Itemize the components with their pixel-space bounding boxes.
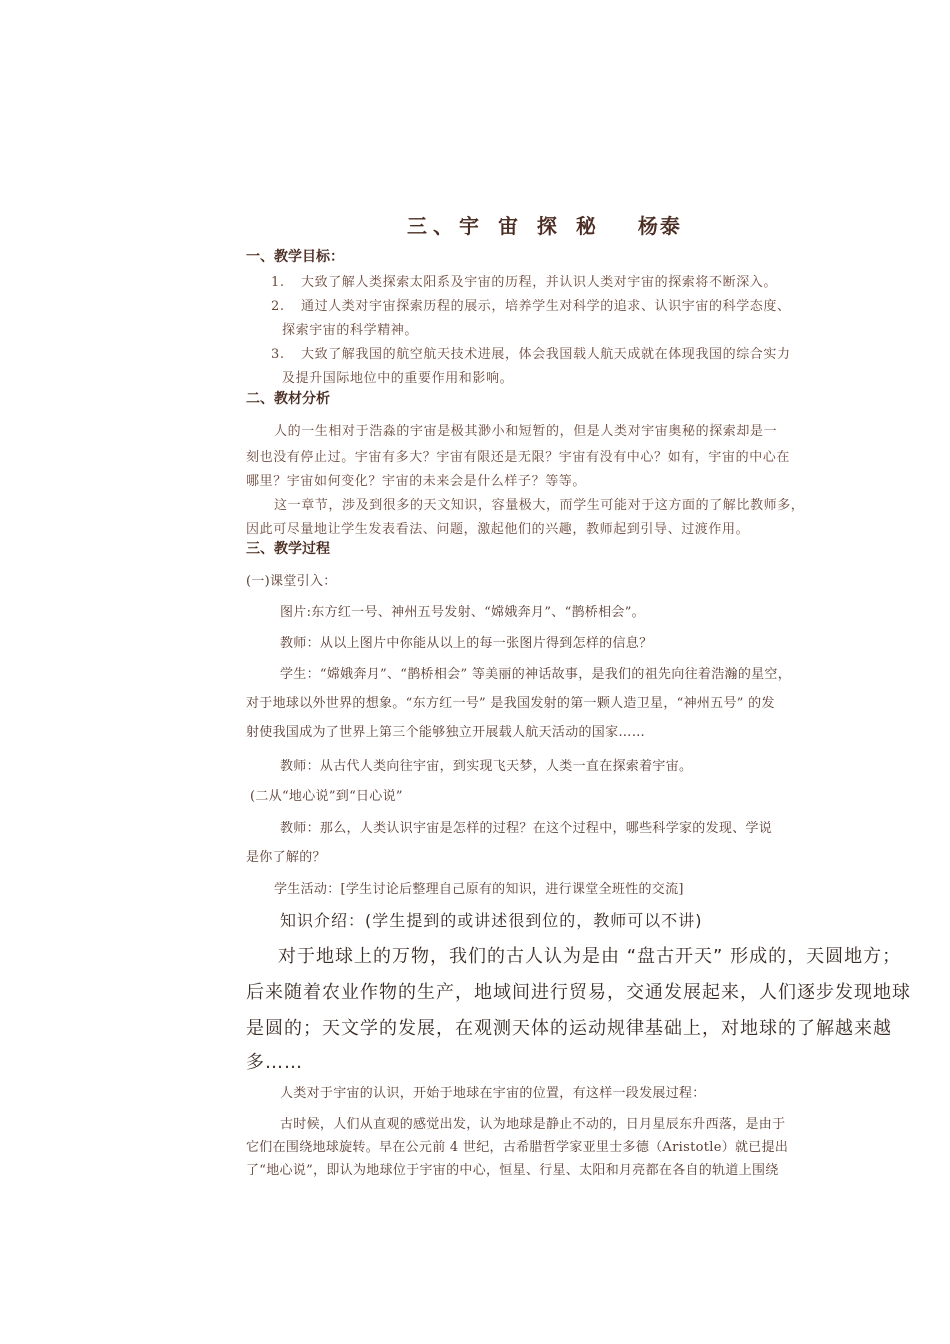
title-text: 三、宇 宙 探 秘: [407, 214, 602, 238]
knowledge-intro: 知识介绍：(学生提到的或讲述很到位的，教师可以不讲): [280, 911, 703, 930]
analysis-line: 因此可尽量地让学生发表看法、问题，激起他们的兴趣，教师起到引导、过渡作用。: [246, 522, 750, 537]
analysis-line: 这一章节，涉及到很多的天文知识，容量极大，而学生可能对于这方面的了解比教师多，: [274, 498, 805, 513]
student-activity: 学生活动：[学生讨论后整理自己原有的知识，进行课堂全班性的交流]: [274, 882, 684, 897]
teacher-question-2-cont: 是你了解的？: [246, 850, 326, 865]
item-text: 大致了解人类探索太阳系及宇宙的历程，并认识人类对宇宙的探索将不断深入。: [301, 275, 778, 290]
item-number: 3.: [271, 347, 285, 362]
analysis-line: 人的一生相对于浩淼的宇宙是极其渺小和短暂的，但是人类对宇宙奥秘的探索却是一: [274, 424, 778, 439]
student-answer-line: 对于地球以外世界的想象。“东方红一号” 是我国发射的第一颗人造卫星，“神州五号” 的发: [246, 696, 775, 711]
teacher-question-2: 教师：那么，人类认识宇宙是怎样的过程？在这个过程中，哪些科学家的发现、学说: [280, 821, 773, 836]
section-heading-analysis: 二、教材分析: [246, 391, 330, 407]
subheading-intro: (一)课堂引入：: [246, 574, 337, 589]
history-line: 了“地心说”，即认为地球位于宇宙的中心，恒星、行星、太阳和月亮都在各自的轨道上围绕: [246, 1163, 779, 1178]
objective-item-3-cont: 及提升国际地位中的重要作用和影响。: [282, 371, 514, 386]
analysis-line: 哪里？宇宙如何变化？宇宙的未来会是什么样子？等等。: [246, 474, 587, 489]
section-heading-process: 三、教学过程: [246, 541, 330, 557]
knowledge-line: 是圆的；天文学的发展，在观测天体的运动规律基础上，对地球的了解越来越: [246, 1018, 892, 1039]
document-title: [407, 210, 682, 239]
item-text: 大致了解我国的航空航天技术进展，体会我国载人航天成就在体现我国的综合实力: [301, 347, 791, 362]
objective-item-1: [271, 271, 777, 290]
objective-item-2-cont: 探索宇宙的科学精神。: [282, 323, 419, 338]
history-line: 它们在围绕地球旋转。早在公元前 4 世纪，古希腊哲学家亚里士多德（Aristotle）就已提出: [246, 1140, 789, 1155]
objective-item-3: [271, 343, 791, 362]
history-intro: 人类对于宇宙的认识，开始于地球在宇宙的位置，有这样一段发展过程：: [280, 1086, 706, 1101]
objective-item-2: [271, 295, 791, 314]
knowledge-line: 多……: [246, 1052, 303, 1073]
teacher-statement: 教师：从古代人类向往宇宙，到实现飞天梦，人类一直在探索着宇宙。: [280, 759, 693, 774]
item-number: 2.: [271, 299, 285, 314]
history-line: 古时候，人们从直观的感觉出发，认为地球是静止不动的，日月星辰东升西落，是由于: [280, 1117, 786, 1132]
knowledge-line: 后来随着农业作物的生产，地域间进行贸易，交通发展起来，人们逐步发现地球: [246, 982, 911, 1003]
student-answer-line: 学生：“嫦娥奔月”、“鹊桥相会” 等美丽的神话故事，是我们的祖先向往着浩瀚的星空，: [280, 667, 792, 682]
pictures-line: 图片:东方红一号、神州五号发射、“嫦娥奔月”、“鹊桥相会”。: [280, 605, 645, 620]
subheading-geocentric: (二从“地心说”到“日心说”: [250, 789, 403, 804]
item-number: 1.: [271, 275, 285, 290]
student-answer-line: 射使我国成为了世界上第三个能够独立开展载人航天活动的国家……: [246, 725, 646, 740]
item-text: 通过人类对宇宙探索历程的展示，培养学生对科学的追求、认识宇宙的科学态度、: [301, 299, 791, 314]
teacher-question: 教师：从以上图片中你能从以上的每一张图片得到怎样的信息？: [280, 636, 653, 651]
author-name: 杨泰: [637, 214, 682, 238]
section-heading-objectives: 一、教学目标：: [246, 249, 344, 265]
analysis-line: 刻也没有停止过。宇宙有多大？宇宙有限还是无限？宇宙有没有中心？如有，宇宙的中心在: [246, 450, 791, 465]
knowledge-line: 对于地球上的万物，我们的古人认为是由 “盘古开天” 形成的，天圆地方；: [278, 946, 902, 967]
